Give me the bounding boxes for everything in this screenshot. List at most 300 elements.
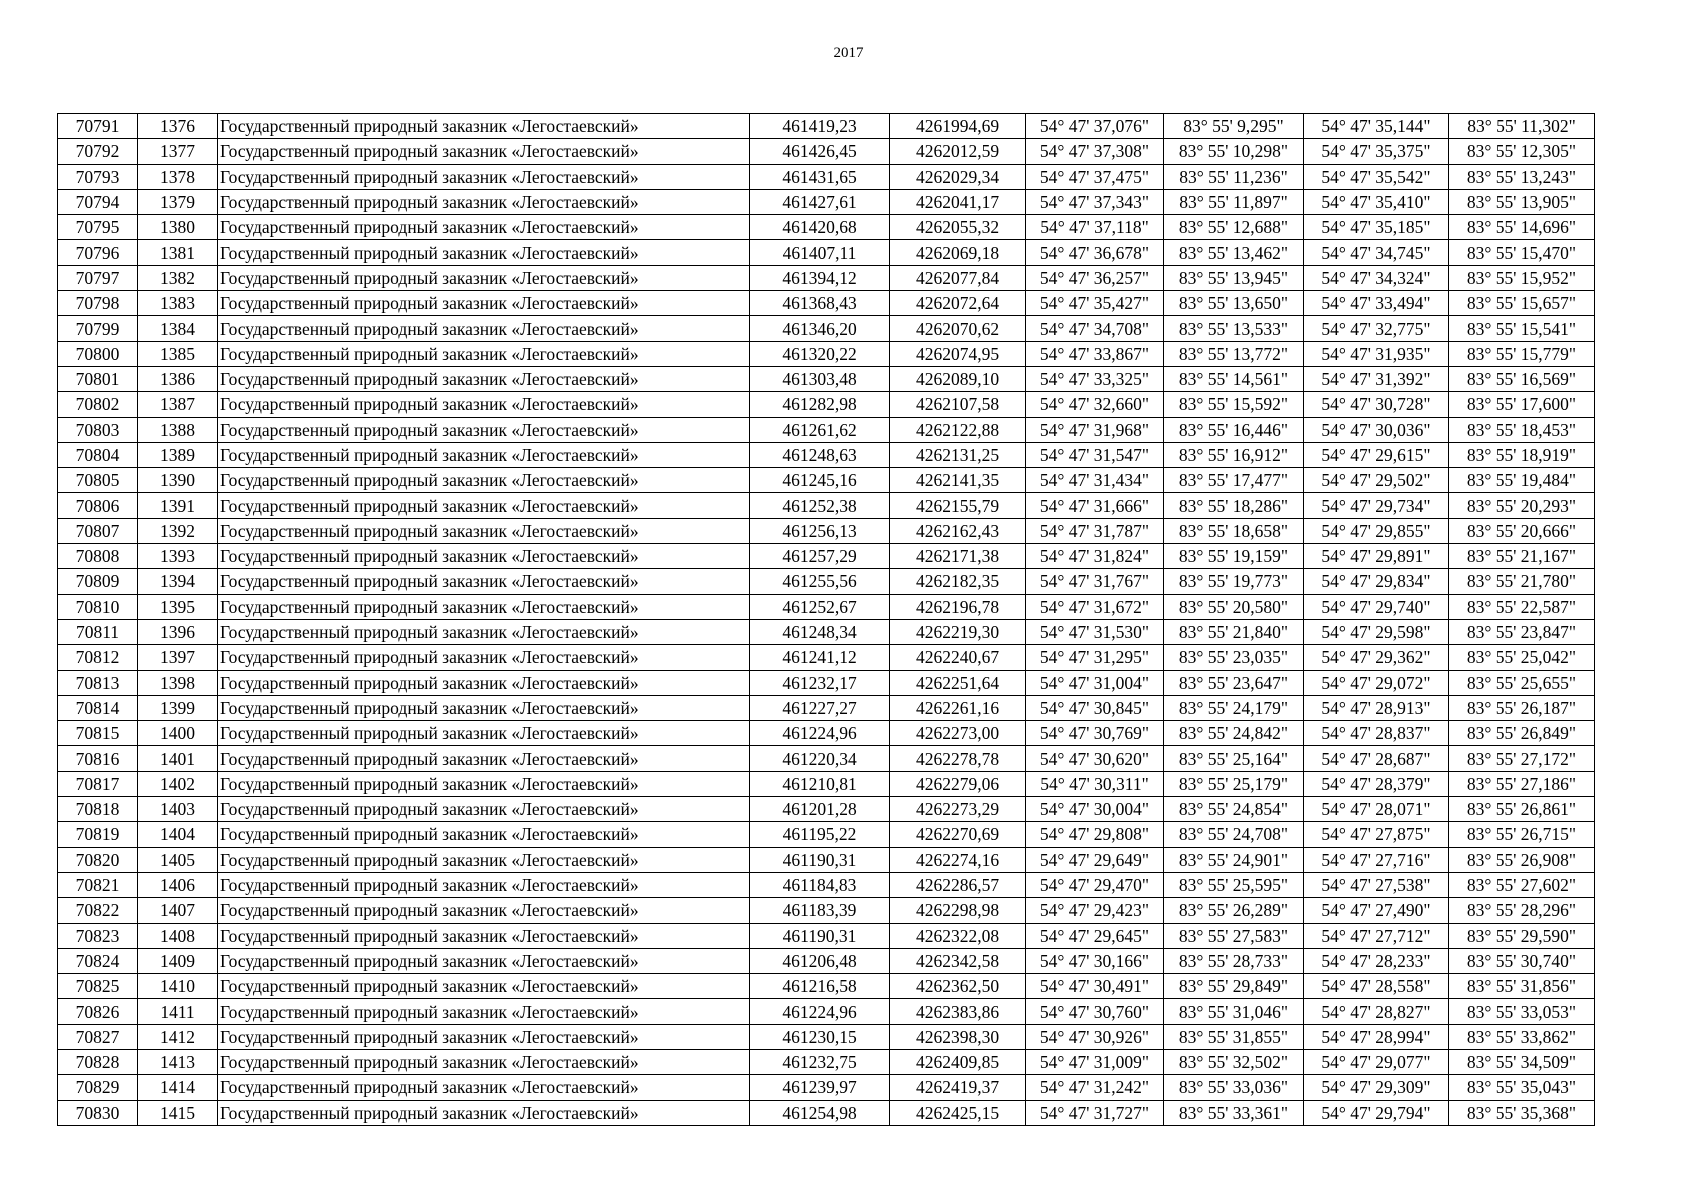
x-coordinate-cell: 461254,98 [750, 1100, 890, 1125]
longitude-1-cell: 83° 55' 27,583" [1164, 923, 1304, 948]
point-number-cell: 1378 [138, 164, 218, 189]
longitude-2-cell: 83° 55' 15,541" [1449, 316, 1595, 341]
longitude-2-cell: 83° 55' 20,293" [1449, 493, 1595, 518]
table-row [58, 316, 1595, 341]
x-coordinate-cell: 461195,22 [750, 822, 890, 847]
table-row [58, 822, 1595, 847]
object-id-cell: 70812 [58, 645, 138, 670]
latitude-1-cell: 54° 47' 30,769" [1026, 721, 1164, 746]
point-number-cell: 1413 [138, 1049, 218, 1074]
latitude-2-cell: 54° 47' 30,036" [1304, 417, 1449, 442]
longitude-1-cell: 83° 55' 19,773" [1164, 569, 1304, 594]
y-coordinate-cell: 4262383,86 [890, 999, 1026, 1024]
point-number-cell: 1400 [138, 721, 218, 746]
object-id-cell: 70819 [58, 822, 138, 847]
object-id-cell: 70795 [58, 215, 138, 240]
longitude-2-cell: 83° 55' 30,740" [1449, 948, 1595, 973]
latitude-1-cell: 54° 47' 31,434" [1026, 468, 1164, 493]
point-number-cell: 1380 [138, 215, 218, 240]
longitude-2-cell: 83° 55' 19,484" [1449, 468, 1595, 493]
area-name-cell: Государственный природный заказник «Легостаевский» [218, 366, 750, 391]
object-id-cell: 70828 [58, 1049, 138, 1074]
object-id-cell: 70824 [58, 948, 138, 973]
longitude-2-cell: 83° 55' 11,302" [1449, 114, 1595, 139]
object-id-cell: 70797 [58, 265, 138, 290]
longitude-1-cell: 83° 55' 26,289" [1164, 898, 1304, 923]
latitude-1-cell: 54° 47' 36,257" [1026, 265, 1164, 290]
y-coordinate-cell: 4262286,57 [890, 872, 1026, 897]
y-coordinate-cell: 4262219,30 [890, 619, 1026, 644]
object-id-cell: 70823 [58, 923, 138, 948]
latitude-2-cell: 54° 47' 28,913" [1304, 695, 1449, 720]
x-coordinate-cell: 461224,96 [750, 721, 890, 746]
latitude-2-cell: 54° 47' 35,144" [1304, 114, 1449, 139]
point-number-cell: 1411 [138, 999, 218, 1024]
point-number-cell: 1399 [138, 695, 218, 720]
longitude-1-cell: 83° 55' 24,708" [1164, 822, 1304, 847]
object-id-cell: 70791 [58, 114, 138, 139]
y-coordinate-cell: 4262029,34 [890, 164, 1026, 189]
point-number-cell: 1397 [138, 645, 218, 670]
latitude-1-cell: 54° 47' 31,787" [1026, 518, 1164, 543]
latitude-2-cell: 54° 47' 31,392" [1304, 366, 1449, 391]
latitude-1-cell: 54° 47' 37,118" [1026, 215, 1164, 240]
point-number-cell: 1383 [138, 291, 218, 316]
x-coordinate-cell: 461282,98 [750, 392, 890, 417]
y-coordinate-cell: 4262322,08 [890, 923, 1026, 948]
object-id-cell: 70809 [58, 569, 138, 594]
point-number-cell: 1410 [138, 974, 218, 999]
object-id-cell: 70820 [58, 847, 138, 872]
longitude-2-cell: 83° 55' 26,849" [1449, 721, 1595, 746]
area-name-cell: Государственный природный заказник «Легостаевский» [218, 695, 750, 720]
latitude-2-cell: 54° 47' 35,375" [1304, 139, 1449, 164]
x-coordinate-cell: 461232,75 [750, 1049, 890, 1074]
latitude-2-cell: 54° 47' 27,875" [1304, 822, 1449, 847]
x-coordinate-cell: 461184,83 [750, 872, 890, 897]
point-number-cell: 1398 [138, 670, 218, 695]
latitude-2-cell: 54° 47' 29,834" [1304, 569, 1449, 594]
longitude-2-cell: 83° 55' 26,861" [1449, 797, 1595, 822]
longitude-1-cell: 83° 55' 25,595" [1164, 872, 1304, 897]
area-name-cell: Государственный природный заказник «Легостаевский» [218, 847, 750, 872]
latitude-2-cell: 54° 47' 29,891" [1304, 544, 1449, 569]
point-number-cell: 1412 [138, 1024, 218, 1049]
point-number-cell: 1407 [138, 898, 218, 923]
area-name-cell: Государственный природный заказник «Легостаевский» [218, 822, 750, 847]
latitude-2-cell: 54° 47' 29,077" [1304, 1049, 1449, 1074]
table-row [58, 872, 1595, 897]
longitude-2-cell: 83° 55' 26,908" [1449, 847, 1595, 872]
latitude-1-cell: 54° 47' 37,308" [1026, 139, 1164, 164]
y-coordinate-cell: 4262398,30 [890, 1024, 1026, 1049]
latitude-2-cell: 54° 47' 28,558" [1304, 974, 1449, 999]
latitude-1-cell: 54° 47' 31,727" [1026, 1100, 1164, 1125]
x-coordinate-cell: 461216,58 [750, 974, 890, 999]
x-coordinate-cell: 461256,13 [750, 518, 890, 543]
longitude-2-cell: 83° 55' 27,172" [1449, 746, 1595, 771]
area-name-cell: Государственный природный заказник «Легостаевский» [218, 1075, 750, 1100]
latitude-2-cell: 54° 47' 35,542" [1304, 164, 1449, 189]
table-row [58, 1049, 1595, 1074]
x-coordinate-cell: 461183,39 [750, 898, 890, 923]
point-number-cell: 1391 [138, 493, 218, 518]
x-coordinate-cell: 461248,63 [750, 442, 890, 467]
table-row [58, 974, 1595, 999]
latitude-2-cell: 54° 47' 28,994" [1304, 1024, 1449, 1049]
latitude-2-cell: 54° 47' 34,745" [1304, 240, 1449, 265]
latitude-2-cell: 54° 47' 35,410" [1304, 189, 1449, 214]
y-coordinate-cell: 4262274,16 [890, 847, 1026, 872]
latitude-2-cell: 54° 47' 28,233" [1304, 948, 1449, 973]
table-row [58, 948, 1595, 973]
table-row [58, 1024, 1595, 1049]
point-number-cell: 1403 [138, 797, 218, 822]
y-coordinate-cell: 4262077,84 [890, 265, 1026, 290]
latitude-1-cell: 54° 47' 31,767" [1026, 569, 1164, 594]
point-number-cell: 1389 [138, 442, 218, 467]
area-name-cell: Государственный природный заказник «Легостаевский» [218, 442, 750, 467]
table-row [58, 594, 1595, 619]
x-coordinate-cell: 461232,17 [750, 670, 890, 695]
x-coordinate-cell: 461394,12 [750, 265, 890, 290]
longitude-1-cell: 83° 55' 31,855" [1164, 1024, 1304, 1049]
point-number-cell: 1376 [138, 114, 218, 139]
longitude-1-cell: 83° 55' 31,046" [1164, 999, 1304, 1024]
latitude-1-cell: 54° 47' 31,666" [1026, 493, 1164, 518]
latitude-1-cell: 54° 47' 34,708" [1026, 316, 1164, 341]
object-id-cell: 70829 [58, 1075, 138, 1100]
area-name-cell: Государственный природный заказник «Легостаевский» [218, 797, 750, 822]
latitude-1-cell: 54° 47' 31,004" [1026, 670, 1164, 695]
longitude-2-cell: 83° 55' 22,587" [1449, 594, 1595, 619]
longitude-1-cell: 83° 55' 33,361" [1164, 1100, 1304, 1125]
y-coordinate-cell: 4262273,29 [890, 797, 1026, 822]
x-coordinate-cell: 461346,20 [750, 316, 890, 341]
object-id-cell: 70810 [58, 594, 138, 619]
point-number-cell: 1401 [138, 746, 218, 771]
area-name-cell: Государственный природный заказник «Легостаевский» [218, 1100, 750, 1125]
longitude-2-cell: 83° 55' 35,368" [1449, 1100, 1595, 1125]
y-coordinate-cell: 4262182,35 [890, 569, 1026, 594]
point-number-cell: 1409 [138, 948, 218, 973]
latitude-1-cell: 54° 47' 37,343" [1026, 189, 1164, 214]
longitude-1-cell: 83° 55' 13,772" [1164, 341, 1304, 366]
latitude-1-cell: 54° 47' 30,491" [1026, 974, 1164, 999]
latitude-1-cell: 54° 47' 29,645" [1026, 923, 1164, 948]
table-row [58, 240, 1595, 265]
area-name-cell: Государственный природный заказник «Легостаевский» [218, 1049, 750, 1074]
object-id-cell: 70816 [58, 746, 138, 771]
latitude-1-cell: 54° 47' 37,475" [1026, 164, 1164, 189]
longitude-1-cell: 83° 55' 23,647" [1164, 670, 1304, 695]
latitude-1-cell: 54° 47' 33,325" [1026, 366, 1164, 391]
y-coordinate-cell: 4262131,25 [890, 442, 1026, 467]
point-number-cell: 1382 [138, 265, 218, 290]
longitude-2-cell: 83° 55' 15,952" [1449, 265, 1595, 290]
table-row [58, 468, 1595, 493]
area-name-cell: Государственный природный заказник «Легостаевский» [218, 493, 750, 518]
latitude-1-cell: 54° 47' 31,968" [1026, 417, 1164, 442]
latitude-2-cell: 54° 47' 27,712" [1304, 923, 1449, 948]
y-coordinate-cell: 4262107,58 [890, 392, 1026, 417]
x-coordinate-cell: 461252,38 [750, 493, 890, 518]
latitude-2-cell: 54° 47' 28,687" [1304, 746, 1449, 771]
object-id-cell: 70793 [58, 164, 138, 189]
y-coordinate-cell: 4262419,37 [890, 1075, 1026, 1100]
object-id-cell: 70804 [58, 442, 138, 467]
area-name-cell: Государственный природный заказник «Легостаевский» [218, 164, 750, 189]
y-coordinate-cell: 4261994,69 [890, 114, 1026, 139]
table-row [58, 518, 1595, 543]
object-id-cell: 70811 [58, 619, 138, 644]
longitude-2-cell: 83° 55' 14,696" [1449, 215, 1595, 240]
longitude-2-cell: 83° 55' 27,186" [1449, 771, 1595, 796]
table-row [58, 695, 1595, 720]
table-row [58, 797, 1595, 822]
y-coordinate-cell: 4262342,58 [890, 948, 1026, 973]
latitude-1-cell: 54° 47' 29,470" [1026, 872, 1164, 897]
point-number-cell: 1377 [138, 139, 218, 164]
area-name-cell: Государственный природный заказник «Легостаевский» [218, 619, 750, 644]
latitude-2-cell: 54° 47' 29,502" [1304, 468, 1449, 493]
longitude-1-cell: 83° 55' 13,650" [1164, 291, 1304, 316]
latitude-2-cell: 54° 47' 35,185" [1304, 215, 1449, 240]
x-coordinate-cell: 461227,27 [750, 695, 890, 720]
y-coordinate-cell: 4262155,79 [890, 493, 1026, 518]
point-number-cell: 1394 [138, 569, 218, 594]
longitude-2-cell: 83° 55' 13,243" [1449, 164, 1595, 189]
latitude-1-cell: 54° 47' 31,295" [1026, 645, 1164, 670]
table-body [58, 114, 1595, 1126]
latitude-2-cell: 54° 47' 29,734" [1304, 493, 1449, 518]
area-name-cell: Государственный природный заказник «Легостаевский» [218, 468, 750, 493]
y-coordinate-cell: 4262273,00 [890, 721, 1026, 746]
y-coordinate-cell: 4262270,69 [890, 822, 1026, 847]
area-name-cell: Государственный природный заказник «Легостаевский» [218, 518, 750, 543]
y-coordinate-cell: 4262279,06 [890, 771, 1026, 796]
object-id-cell: 70830 [58, 1100, 138, 1125]
table-row [58, 1100, 1595, 1125]
object-id-cell: 70826 [58, 999, 138, 1024]
x-coordinate-cell: 461230,15 [750, 1024, 890, 1049]
latitude-2-cell: 54° 47' 28,827" [1304, 999, 1449, 1024]
y-coordinate-cell: 4262089,10 [890, 366, 1026, 391]
longitude-2-cell: 83° 55' 31,856" [1449, 974, 1595, 999]
point-number-cell: 1392 [138, 518, 218, 543]
x-coordinate-cell: 461252,67 [750, 594, 890, 619]
longitude-2-cell: 83° 55' 29,590" [1449, 923, 1595, 948]
latitude-2-cell: 54° 47' 31,935" [1304, 341, 1449, 366]
latitude-1-cell: 54° 47' 30,926" [1026, 1024, 1164, 1049]
area-name-cell: Государственный природный заказник «Легостаевский» [218, 544, 750, 569]
y-coordinate-cell: 4262196,78 [890, 594, 1026, 619]
longitude-2-cell: 83° 55' 18,453" [1449, 417, 1595, 442]
table-row [58, 898, 1595, 923]
latitude-2-cell: 54° 47' 27,538" [1304, 872, 1449, 897]
longitude-1-cell: 83° 55' 13,533" [1164, 316, 1304, 341]
area-name-cell: Государственный природный заказник «Легостаевский» [218, 645, 750, 670]
longitude-1-cell: 83° 55' 18,658" [1164, 518, 1304, 543]
area-name-cell: Государственный природный заказник «Легостаевский» [218, 948, 750, 973]
y-coordinate-cell: 4262171,38 [890, 544, 1026, 569]
latitude-1-cell: 54° 47' 33,867" [1026, 341, 1164, 366]
object-id-cell: 70801 [58, 366, 138, 391]
longitude-1-cell: 83° 55' 11,897" [1164, 189, 1304, 214]
x-coordinate-cell: 461241,12 [750, 645, 890, 670]
latitude-2-cell: 54° 47' 29,072" [1304, 670, 1449, 695]
longitude-2-cell: 83° 55' 17,600" [1449, 392, 1595, 417]
object-id-cell: 70803 [58, 417, 138, 442]
table-row [58, 569, 1595, 594]
x-coordinate-cell: 461261,62 [750, 417, 890, 442]
point-number-cell: 1402 [138, 771, 218, 796]
point-number-cell: 1381 [138, 240, 218, 265]
latitude-1-cell: 54° 47' 29,649" [1026, 847, 1164, 872]
area-name-cell: Государственный природный заказник «Легостаевский» [218, 291, 750, 316]
area-name-cell: Государственный природный заказник «Легостаевский» [218, 240, 750, 265]
x-coordinate-cell: 461245,16 [750, 468, 890, 493]
latitude-2-cell: 54° 47' 29,362" [1304, 645, 1449, 670]
longitude-2-cell: 83° 55' 28,296" [1449, 898, 1595, 923]
longitude-1-cell: 83° 55' 29,849" [1164, 974, 1304, 999]
x-coordinate-cell: 461255,56 [750, 569, 890, 594]
longitude-1-cell: 83° 55' 20,580" [1164, 594, 1304, 619]
object-id-cell: 70798 [58, 291, 138, 316]
table-row [58, 291, 1595, 316]
latitude-1-cell: 54° 47' 35,427" [1026, 291, 1164, 316]
area-name-cell: Государственный природный заказник «Легостаевский» [218, 417, 750, 442]
x-coordinate-cell: 461368,43 [750, 291, 890, 316]
area-name-cell: Государственный природный заказник «Легостаевский» [218, 392, 750, 417]
x-coordinate-cell: 461431,65 [750, 164, 890, 189]
latitude-1-cell: 54° 47' 30,004" [1026, 797, 1164, 822]
latitude-2-cell: 54° 47' 28,837" [1304, 721, 1449, 746]
longitude-2-cell: 83° 55' 34,509" [1449, 1049, 1595, 1074]
area-name-cell: Государственный природный заказник «Легостаевский» [218, 594, 750, 619]
longitude-2-cell: 83° 55' 21,780" [1449, 569, 1595, 594]
x-coordinate-cell: 461407,11 [750, 240, 890, 265]
point-number-cell: 1393 [138, 544, 218, 569]
table-row [58, 1075, 1595, 1100]
y-coordinate-cell: 4262278,78 [890, 746, 1026, 771]
area-name-cell: Государственный природный заказник «Легостаевский» [218, 265, 750, 290]
object-id-cell: 70815 [58, 721, 138, 746]
area-name-cell: Государственный природный заказник «Легостаевский» [218, 898, 750, 923]
point-number-cell: 1414 [138, 1075, 218, 1100]
point-number-cell: 1385 [138, 341, 218, 366]
longitude-2-cell: 83° 55' 35,043" [1449, 1075, 1595, 1100]
longitude-2-cell: 83° 55' 26,715" [1449, 822, 1595, 847]
table-row [58, 341, 1595, 366]
area-name-cell: Государственный природный заказник «Легостаевский» [218, 999, 750, 1024]
longitude-1-cell: 83° 55' 13,462" [1164, 240, 1304, 265]
y-coordinate-cell: 4262069,18 [890, 240, 1026, 265]
latitude-2-cell: 54° 47' 30,728" [1304, 392, 1449, 417]
area-name-cell: Государственный природный заказник «Легостаевский» [218, 771, 750, 796]
latitude-2-cell: 54° 47' 29,309" [1304, 1075, 1449, 1100]
point-number-cell: 1395 [138, 594, 218, 619]
x-coordinate-cell: 461206,48 [750, 948, 890, 973]
longitude-1-cell: 83° 55' 13,945" [1164, 265, 1304, 290]
longitude-2-cell: 83° 55' 12,305" [1449, 139, 1595, 164]
x-coordinate-cell: 461419,23 [750, 114, 890, 139]
latitude-1-cell: 54° 47' 31,530" [1026, 619, 1164, 644]
longitude-2-cell: 83° 55' 15,779" [1449, 341, 1595, 366]
longitude-1-cell: 83° 55' 10,298" [1164, 139, 1304, 164]
y-coordinate-cell: 4262041,17 [890, 189, 1026, 214]
latitude-2-cell: 54° 47' 29,855" [1304, 518, 1449, 543]
point-number-cell: 1386 [138, 366, 218, 391]
longitude-2-cell: 83° 55' 20,666" [1449, 518, 1595, 543]
area-name-cell: Государственный природный заказник «Легостаевский» [218, 341, 750, 366]
latitude-2-cell: 54° 47' 28,071" [1304, 797, 1449, 822]
latitude-1-cell: 54° 47' 31,672" [1026, 594, 1164, 619]
object-id-cell: 70821 [58, 872, 138, 897]
object-id-cell: 70827 [58, 1024, 138, 1049]
object-id-cell: 70802 [58, 392, 138, 417]
table-row [58, 114, 1595, 139]
latitude-1-cell: 54° 47' 31,009" [1026, 1049, 1164, 1074]
longitude-1-cell: 83° 55' 25,179" [1164, 771, 1304, 796]
y-coordinate-cell: 4262251,64 [890, 670, 1026, 695]
longitude-1-cell: 83° 55' 14,561" [1164, 366, 1304, 391]
longitude-2-cell: 83° 55' 25,655" [1449, 670, 1595, 695]
y-coordinate-cell: 4262298,98 [890, 898, 1026, 923]
longitude-1-cell: 83° 55' 16,446" [1164, 417, 1304, 442]
longitude-1-cell: 83° 55' 24,179" [1164, 695, 1304, 720]
longitude-1-cell: 83° 55' 12,688" [1164, 215, 1304, 240]
y-coordinate-cell: 4262122,88 [890, 417, 1026, 442]
object-id-cell: 70822 [58, 898, 138, 923]
point-number-cell: 1387 [138, 392, 218, 417]
longitude-2-cell: 83° 55' 15,470" [1449, 240, 1595, 265]
table-row [58, 265, 1595, 290]
area-name-cell: Государственный природный заказник «Легостаевский» [218, 721, 750, 746]
longitude-2-cell: 83° 55' 18,919" [1449, 442, 1595, 467]
object-id-cell: 70807 [58, 518, 138, 543]
longitude-1-cell: 83° 55' 9,295" [1164, 114, 1304, 139]
longitude-2-cell: 83° 55' 25,042" [1449, 645, 1595, 670]
table-row [58, 189, 1595, 214]
longitude-2-cell: 83° 55' 27,602" [1449, 872, 1595, 897]
table-row [58, 215, 1595, 240]
point-number-cell: 1384 [138, 316, 218, 341]
y-coordinate-cell: 4262162,43 [890, 518, 1026, 543]
y-coordinate-cell: 4262012,59 [890, 139, 1026, 164]
page-number: 2017 [833, 45, 864, 61]
y-coordinate-cell: 4262425,15 [890, 1100, 1026, 1125]
object-id-cell: 70799 [58, 316, 138, 341]
latitude-2-cell: 54° 47' 29,598" [1304, 619, 1449, 644]
table-row [58, 645, 1595, 670]
area-name-cell: Государственный природный заказник «Легостаевский» [218, 569, 750, 594]
x-coordinate-cell: 461190,31 [750, 923, 890, 948]
longitude-1-cell: 83° 55' 24,901" [1164, 847, 1304, 872]
table-row [58, 392, 1595, 417]
point-number-cell: 1379 [138, 189, 218, 214]
x-coordinate-cell: 461248,34 [750, 619, 890, 644]
object-id-cell: 70818 [58, 797, 138, 822]
longitude-1-cell: 83° 55' 18,286" [1164, 493, 1304, 518]
area-name-cell: Государственный природный заказник «Легостаевский» [218, 189, 750, 214]
latitude-1-cell: 54° 47' 36,678" [1026, 240, 1164, 265]
y-coordinate-cell: 4262362,50 [890, 974, 1026, 999]
point-number-cell: 1388 [138, 417, 218, 442]
longitude-2-cell: 83° 55' 13,905" [1449, 189, 1595, 214]
object-id-cell: 70808 [58, 544, 138, 569]
x-coordinate-cell: 461220,34 [750, 746, 890, 771]
